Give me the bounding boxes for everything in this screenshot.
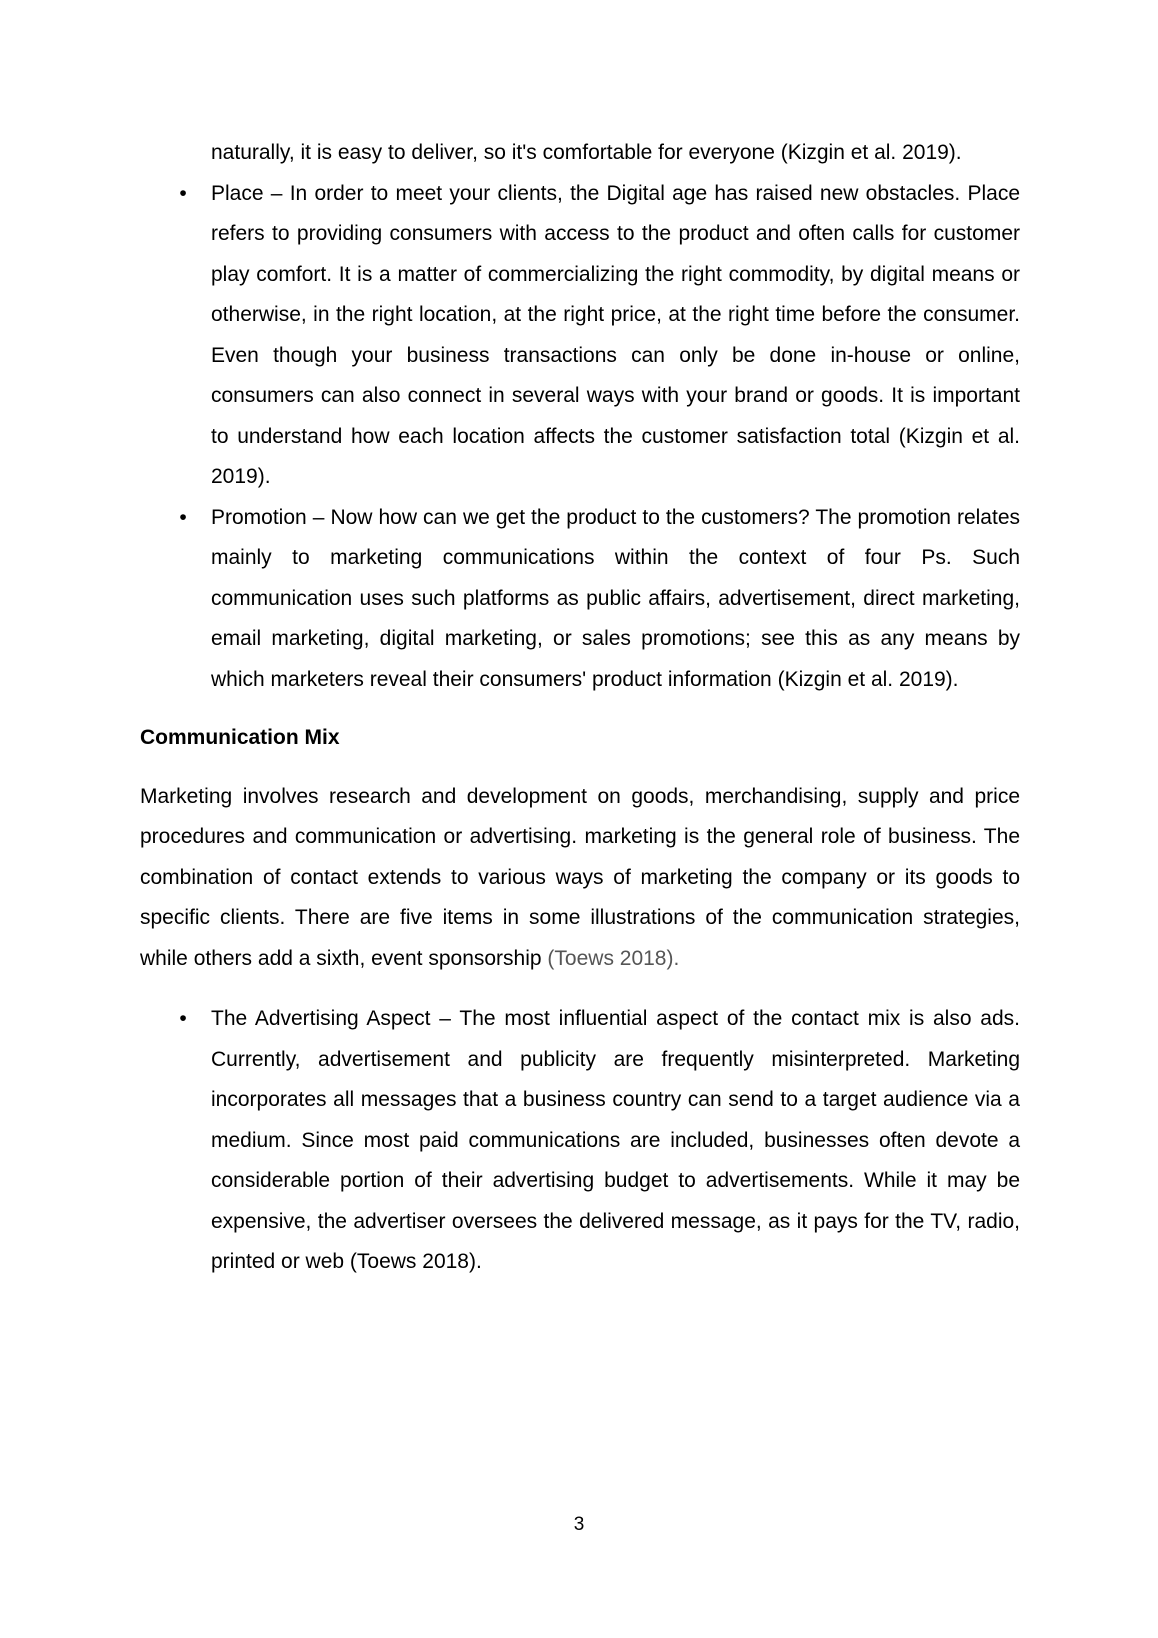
section-paragraph <box>140 777 1020 980</box>
page-content <box>140 133 1020 1283</box>
continued-bullet-text: naturally, it is easy to deliver, so it's comfortable for everyone (Kizgin et al. 2019). <box>211 141 962 164</box>
bullet-icon: • <box>179 505 187 529</box>
bullet-item-place <box>140 174 1020 498</box>
paragraph-citation: (Toews 2018). <box>547 946 680 970</box>
paragraph-text: Marketing involves research and development on goods, merchandising, supply and price procedures and communication or advertising. marketing is the general role of business. The combination of contact extends to various ways of marketing the company or its goods to specific clients. There are five items in some illustrations of the communication strategies, while others add a sixth, event sponsorship <box>140 784 1020 970</box>
page-number: 3 <box>573 1514 585 1535</box>
bullet-item-advertising <box>140 999 1020 1283</box>
bullet-text: Promotion – Now how can we get the product to the customers? The promotion relates mainly to marketing communications within the context of four Ps. Such communication uses such platforms as public affairs, advertisement, direct marketing, email marketing, digital marketing, or sales promotions; see this as any means by which marketers reveal their consumers' product information (Kizgin et al. 2019). <box>211 505 1020 691</box>
bullet-icon: • <box>179 181 187 205</box>
communication-mix-bullet-list <box>140 999 1020 1283</box>
bullet-item-promotion <box>140 498 1020 701</box>
bullet-icon: • <box>179 1007 187 1030</box>
bullet-text: Place – In order to meet your clients, the Digital age has raised new obstacles. Place refers to providing consumers with access to the product and often calls for customer play comfort. It is a matter of commercializing the right commodity, by digital means or otherwise, in the right location, at the right price, at the right time before the consumer. Even though your business transactions can only be done in-house or online, consumers can also connect in several ways with your brand or goods. It is important to understand how each location affects the customer satisfaction total (Kizgin et al. 2019). <box>211 181 1020 488</box>
marketing-mix-bullet-list <box>140 174 1020 701</box>
bullet-text: The Advertising Aspect – The most influential aspect of the contact mix is also ads. Currently, advertisement and publicity are frequently misinterpreted. Marketing incorporates all messages that a business country can send to a target audience via a medium. Since most paid communications are included, businesses often devote a considerable portion of their advertising budget to advertisements. While it may be expensive, the advertiser oversees the delivered message, as it pays for the TV, radio, printed or web (Toews 2018). <box>211 1007 1020 1273</box>
section-heading: Communication Mix <box>140 726 340 749</box>
